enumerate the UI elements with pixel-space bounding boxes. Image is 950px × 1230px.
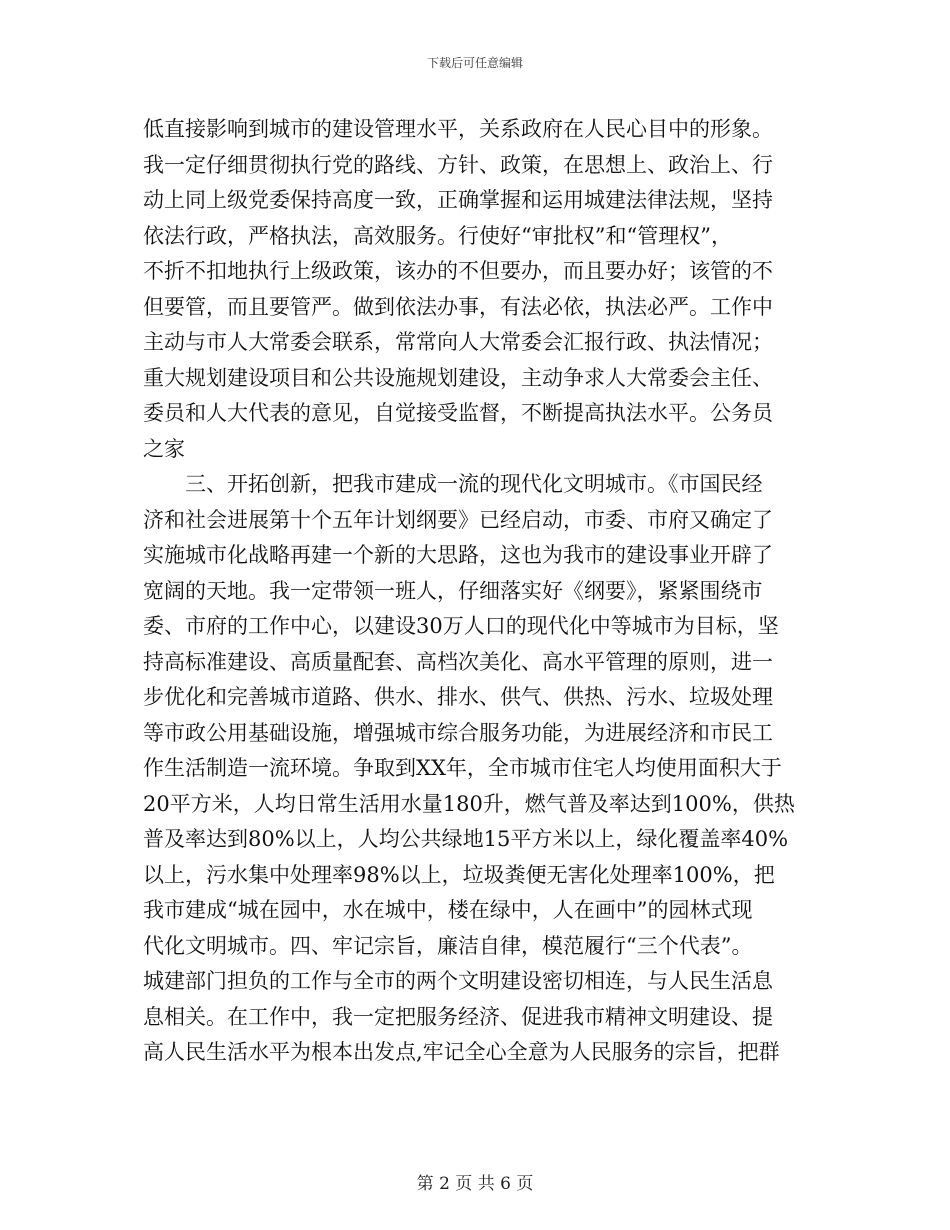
paragraph-2 [143, 467, 809, 1071]
text-line: 重大规划建设项目和公共设施规划建设，主动争求人大常委会主任、 [143, 365, 773, 390]
text-line: 实施城市化战略再建一个新的大思路，这也为我市的建设事业开辟了 [143, 543, 773, 567]
text-line: 代化文明城市。四、牢记宗旨，廉洁自律，模范履行“三个代表”。 [143, 933, 753, 958]
text-line: 我市建成“城在园中，水在城中，楼在绿中，人在画中”的园林式现 [143, 898, 753, 922]
text-line: 城建部门担负的工作与全市的两个文明建设密切相连，与人民生活息 [143, 969, 773, 993]
text-line: 动上同上级党委保持高度一致，正确掌握和运用城建法律法规，坚持 [143, 188, 773, 212]
text-line: 20平方米，人均日常生活用水量180升，燃气普及率达到100%，供热 [143, 791, 795, 816]
text-line: 济和社会进展第十个五年计划纲要》已经启动，市委、市府又确定了 [143, 507, 773, 532]
page-header-note: 下载后可任意编辑 [426, 56, 523, 70]
text-line: 步优化和完善城市道路、供水、排水、供气、供热、污水、垃圾处理 [143, 685, 773, 709]
document-body [143, 112, 809, 1071]
text-line: 高人民生活水平为根本出发点,牢记全心全意为人民服务的宗旨，把群 [143, 1040, 780, 1064]
text-line: 作生活制造一流环境。争取到XX年，全市城市住宅人均使用面积大于 [143, 756, 782, 780]
text-line: 以上，污水集中处理率98%以上，垃圾粪便无害化处理率100%，把 [143, 862, 775, 887]
text-line: 持高标准建设、高质量配套、高档次美化、高水平管理的原则，进一 [143, 649, 773, 674]
text-line: 主动与市人大常委会联系，常常向人大常委会汇报行政、执法情况； [143, 330, 773, 354]
page-footer-number: 第 2 页 共 6 页 [416, 1174, 534, 1194]
text-line: 依法行政，严格执法，高效服务。行使好“审批权”和“管理权”， [143, 223, 732, 248]
text-line: 宽阔的天地。我一定带领一班人，仔细落实好《纲要》，紧紧围绕市 [143, 578, 763, 603]
text-line: 之家 [143, 436, 185, 461]
text-line: 委、市府的工作中心，以建设30万人口的现代化中等城市为目标，坚 [143, 614, 779, 638]
text-line: 低直接影响到城市的建设管理水平，关系政府在人民心目中的形象。 [143, 117, 773, 141]
text-line: 委员和人大代表的意见，自觉接受监督，不断提高执法水平。公务员 [143, 401, 773, 425]
text-line: 不折不扣地执行上级政策，该办的不但要办，而且要办好；该管的不 [143, 259, 773, 283]
paragraph-1 [143, 112, 809, 467]
text-line: 我一定仔细贯彻执行党的路线、方针、政策，在思想上、政治上、行 [143, 152, 773, 177]
text-line: 三、开拓创新，把我市建成一流的现代化文明城市。《市国民经 [185, 472, 763, 496]
text-line: 但要管，而且要管严。做到依法办事，有法必依，执法必严。工作中 [143, 294, 773, 319]
text-line: 等市政公用基础设施，增强城市综合服务功能，为进展经济和市民工 [143, 720, 773, 745]
text-line: 息相关。在工作中，我一定把服务经济、促进我市精神文明建设、提 [143, 1004, 773, 1029]
text-line: 普及率达到80%以上，人均公共绿地15平方米以上，绿化覆盖率40% [143, 827, 789, 851]
